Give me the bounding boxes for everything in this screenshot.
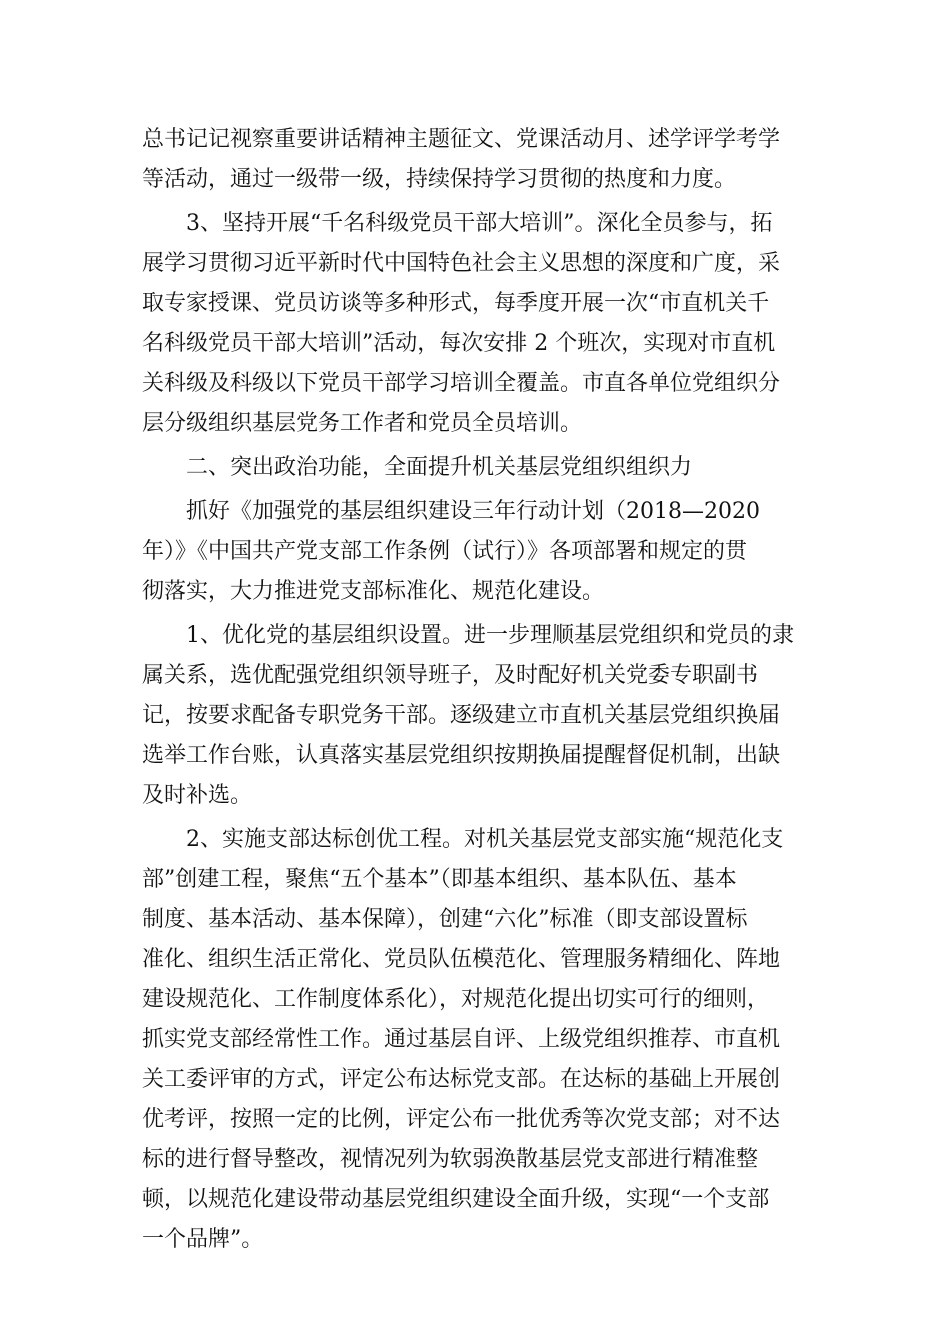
text-line: 抓实党支部经常性工作。通过基层自评、上级党组织推荐、市直机 (142, 1027, 781, 1052)
text-line: 部”创建工程，聚焦“五个基本”（即基本组织、基本队伍、基本 (142, 867, 737, 892)
text-line: 彻落实，大力推进党支部标准化、规范化建设。 (142, 579, 605, 604)
text-line: 制度、基本活动、基本保障），创建“六化”标准（即支部设置标 (142, 907, 748, 932)
text-line: 2、实施支部达标创优工程。对机关基层党支部实施“规范化支 (186, 827, 784, 852)
section-heading: 二、突出政治功能，全面提升机关基层党组织组织力 (186, 455, 693, 480)
text-line: 选举工作台账，认真落实基层党组织按期换届提醒督促机制，出缺 (142, 743, 781, 768)
text-line: 建设规范化、工作制度体系化），对规范化提出切实可行的细则， (142, 987, 770, 1012)
text-line: 属关系，选优配强党组织领导班子，及时配好机关党委专职副书 (142, 663, 759, 688)
text-line: 准化、组织生活正常化、党员队伍模范化、管理服务精细化、阵地 (142, 947, 781, 972)
text-line: 关科级及科级以下党员干部学习培训全覆盖。市直各单位党组织分 (142, 371, 781, 396)
text-line: 关工委评审的方式，评定公布达标党支部。在达标的基础上开展创 (142, 1067, 781, 1092)
text-line: 抓好《加强党的基层组织建设三年行动计划（2018—2020 (186, 499, 760, 524)
text-line: 年）》《中国共产党支部工作条例（试行）》各项部署和规定的贯 (142, 539, 748, 564)
text-line: 顿，以规范化建设带动基层党组织建设全面升级，实现“一个支部 (142, 1187, 770, 1212)
text-line: 1、优化党的基层组织设置。进一步理顺基层党组织和党员的隶 (186, 623, 794, 648)
text-line: 等活动，通过一级带一级，持续保持学习贯彻的热度和力度。 (142, 167, 737, 192)
text-line: 记，按要求配备专职党务干部。逐级建立市直机关基层党组织换届 (142, 703, 781, 728)
text-line: 及时补选。 (142, 783, 253, 808)
text-line: 展学习贯彻习近平新时代中国特色社会主义思想的深度和广度，采 (142, 251, 781, 276)
text-line: 优考评，按照一定的比例，评定公布一批优秀等次党支部；对不达 (142, 1107, 781, 1132)
text-line: 标的进行督导整改，视情况列为软弱涣散基层党支部进行精准整 (142, 1147, 759, 1172)
text-line: 层分级组织基层党务工作者和党员全员培训。 (142, 411, 583, 436)
text-line: 总书记记视察重要讲话精神主题征文、党课活动月、述学评学考学 (142, 127, 781, 152)
text-line: 3、坚持开展“千名科级党员干部大培训”。深化全员参与，拓 (186, 211, 773, 236)
text-line: 一个品牌”。 (142, 1227, 264, 1252)
text-line: 取专家授课、党员访谈等多种形式，每季度开展一次“市直机关千 (142, 291, 770, 316)
text-line: 名科级党员干部大培训”活动，每次安排 2 个班次，实现对市直机 (142, 331, 776, 356)
